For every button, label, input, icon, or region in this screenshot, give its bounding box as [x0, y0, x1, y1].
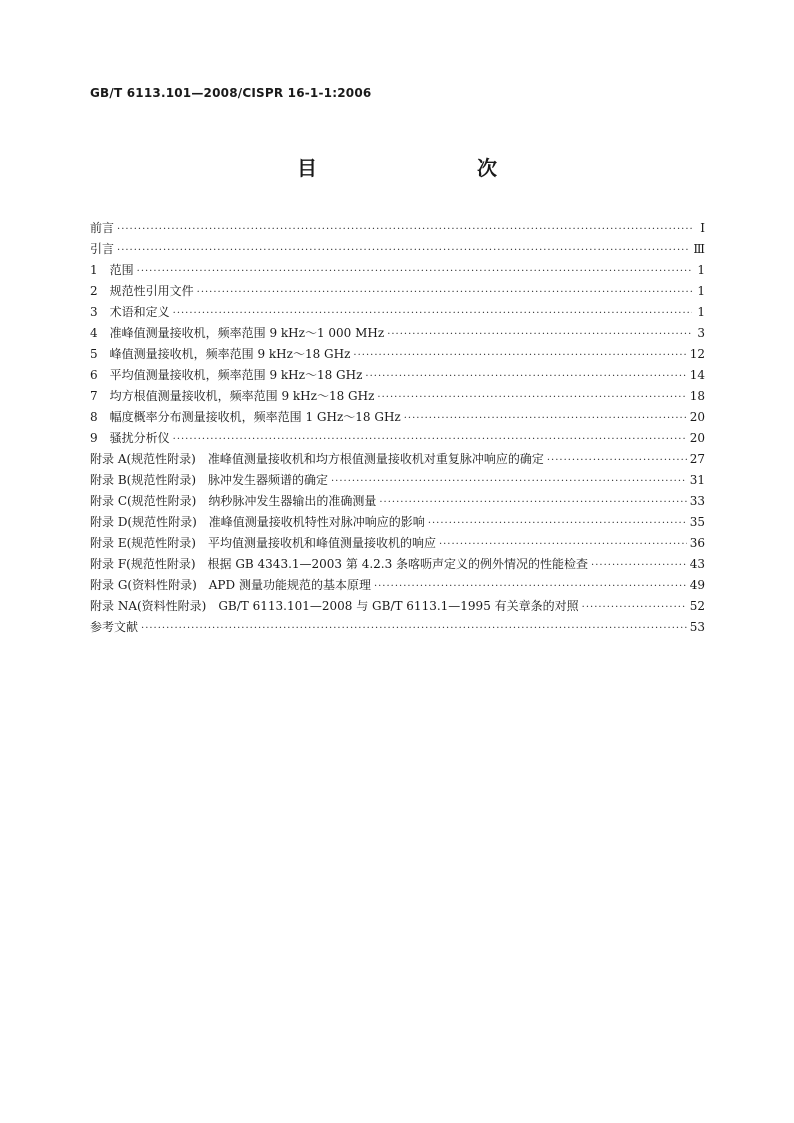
toc-entry[interactable] — [90, 575, 705, 596]
toc-dot-leader — [404, 408, 687, 429]
toc-dot-leader — [439, 534, 687, 555]
toc-entry-page-number: 36 — [689, 536, 705, 550]
toc-entry-label: 6 平均值测量接收机，频率范围 9 kHz～18 GHz — [90, 368, 363, 382]
toc-entry-page-number: 14 — [689, 368, 705, 382]
toc-entry[interactable] — [90, 617, 705, 638]
toc-entry-label: 附录 F(规范性附录) 根据 GB 4343.1—2003 第 4.2.3 条喀呖声定义的例外情况的性能检查 — [90, 557, 589, 571]
toc-entry[interactable] — [90, 344, 705, 365]
document-standard-code: GB/T 6113.101—2008/CISPR 16-1-1:2006 — [90, 86, 372, 100]
toc-dot-leader — [117, 219, 692, 240]
toc-dot-leader — [377, 387, 686, 408]
toc-entry-label: 引言 — [90, 242, 115, 256]
toc-entry-page-number: 1 — [697, 263, 705, 277]
toc-entry[interactable] — [90, 512, 705, 533]
toc-entry-page-number: 27 — [689, 452, 705, 466]
toc-entry-page-number: 20 — [689, 410, 705, 424]
toc-dot-leader — [331, 471, 687, 492]
toc-entry-label: 附录 G(资料性附录) APD 测量功能规范的基本原理 — [90, 578, 371, 592]
toc-entry-page-number: 35 — [689, 515, 705, 529]
toc-dot-leader — [428, 513, 687, 534]
toc-entry-label: 7 均方根值测量接收机，频率范围 9 kHz～18 GHz — [90, 389, 375, 403]
toc-entry[interactable] — [90, 281, 705, 302]
toc-dot-leader — [137, 261, 692, 282]
toc-entry-label: 附录 NA(资料性附录) GB/T 6113.101—2008 与 GB/T 6113.1—1995 有关章条的对照 — [90, 599, 579, 613]
toc-dot-leader — [387, 324, 692, 345]
toc-entry-label: 9 骚扰分析仪 — [90, 431, 170, 445]
toc-entry[interactable] — [90, 596, 705, 617]
toc-dot-leader — [379, 492, 686, 513]
toc-entry-page-number: 20 — [689, 431, 705, 445]
toc-entry-page-number: 53 — [689, 620, 705, 634]
toc-entry-page-number: Ⅰ — [700, 221, 705, 235]
toc-entry-page-number: 49 — [689, 578, 705, 592]
toc-dot-leader — [173, 429, 687, 450]
toc-entry-label: 附录 A(规范性附录) 准峰值测量接收机和均方根值测量接收机对重复脉冲响应的确定 — [90, 452, 544, 466]
toc-entry-label: 3 术语和定义 — [90, 305, 170, 319]
toc-entry-page-number: 43 — [689, 557, 705, 571]
table-of-contents — [90, 218, 705, 638]
toc-entry[interactable] — [90, 533, 705, 554]
toc-entry-page-number: 1 — [697, 305, 705, 319]
toc-entry-page-number: 52 — [689, 599, 705, 613]
toc-entry[interactable] — [90, 218, 705, 239]
toc-entry-page-number: 33 — [689, 494, 705, 508]
toc-dot-leader — [591, 555, 687, 576]
toc-entry-label: 附录 B(规范性附录) 脉冲发生器频谱的确定 — [90, 473, 328, 487]
toc-entry[interactable] — [90, 428, 705, 449]
toc-dot-leader — [547, 450, 687, 471]
toc-entry-label: 附录 E(规范性附录) 平均值测量接收机和峰值测量接收机的响应 — [90, 536, 436, 550]
toc-entry-label: 1 范围 — [90, 263, 134, 277]
toc-entry[interactable] — [90, 323, 705, 344]
toc-dot-leader — [197, 282, 692, 303]
toc-entry[interactable] — [90, 470, 705, 491]
toc-entry[interactable] — [90, 407, 705, 428]
toc-entry[interactable] — [90, 239, 705, 260]
toc-dot-leader — [365, 366, 686, 387]
toc-entry-label: 8 幅度概率分布测量接收机，频率范围 1 GHz～18 GHz — [90, 410, 401, 424]
toc-entry[interactable] — [90, 260, 705, 281]
toc-entry-page-number: 12 — [689, 347, 705, 361]
toc-entry-page-number: Ⅲ — [693, 242, 705, 256]
toc-entry-page-number: 3 — [697, 326, 705, 340]
toc-dot-leader — [353, 345, 686, 366]
toc-entry[interactable] — [90, 491, 705, 512]
toc-entry-label: 前言 — [90, 221, 115, 235]
toc-entry-page-number: 18 — [689, 389, 705, 403]
toc-dot-leader — [117, 240, 690, 261]
toc-entry-label: 4 准峰值测量接收机，频率范围 9 kHz～1 000 MHz — [90, 326, 385, 340]
toc-entry-label: 参考文献 — [90, 620, 139, 634]
toc-dot-leader — [582, 597, 687, 618]
toc-dot-leader — [173, 303, 692, 324]
toc-entry-label: 5 峰值测量接收机，频率范围 9 kHz～18 GHz — [90, 347, 351, 361]
toc-entry[interactable] — [90, 365, 705, 386]
toc-entry-label: 附录 C(规范性附录) 纳秒脉冲发生器输出的准确测量 — [90, 494, 377, 508]
toc-entry-page-number: 1 — [697, 284, 705, 298]
toc-entry-label: 附录 D(规范性附录) 准峰值测量接收机特性对脉冲响应的影响 — [90, 515, 425, 529]
toc-dot-leader — [374, 576, 687, 597]
toc-entry-label: 2 规范性引用文件 — [90, 284, 194, 298]
page-title: 目 次 — [297, 156, 537, 180]
toc-entry[interactable] — [90, 449, 705, 470]
toc-entry[interactable] — [90, 554, 705, 575]
toc-entry[interactable] — [90, 386, 705, 407]
toc-entry[interactable] — [90, 302, 705, 323]
toc-entry-page-number: 31 — [689, 473, 705, 487]
toc-dot-leader — [141, 618, 687, 639]
